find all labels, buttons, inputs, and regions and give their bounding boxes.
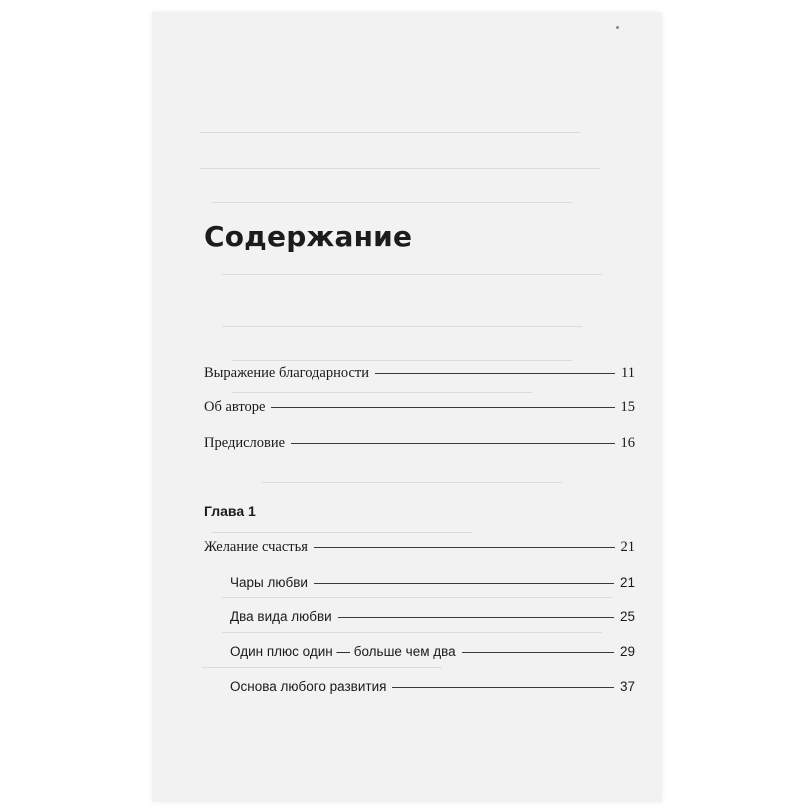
toc-subentry-label: Два вида любви (230, 609, 332, 624)
toc-subentry-page: 37 (619, 679, 635, 694)
toc-entry-page: 16 (620, 435, 635, 451)
toc-subentry-page: 25 (619, 609, 635, 624)
toc-leader (462, 652, 614, 653)
toc-entry (204, 399, 635, 419)
toc-subentry (230, 575, 635, 595)
book-page (152, 12, 662, 802)
toc-leader (314, 583, 614, 584)
toc-leader (291, 443, 614, 444)
toc-leader (271, 407, 614, 408)
toc-subentry-label: Один плюс один — больше чем два (230, 644, 456, 659)
page-speck (616, 26, 619, 29)
toc-subentry (230, 644, 635, 664)
toc-leader (392, 687, 614, 688)
toc-subentry-label: Основа любого развития (230, 679, 387, 694)
toc-entry (204, 435, 635, 455)
toc-entry-page: 21 (620, 539, 635, 555)
toc-entry-label: Об авторе (204, 399, 266, 415)
toc-leader (375, 373, 615, 374)
toc-entry-label: Желание счастья (204, 539, 308, 555)
toc-subentry-page: 21 (619, 575, 635, 590)
toc-leader (338, 617, 614, 618)
toc-leader (314, 547, 615, 548)
toc-subentry-label: Чары любви (230, 575, 308, 590)
toc-subentry (230, 609, 635, 629)
toc-entry (204, 365, 635, 385)
toc-entry (204, 539, 635, 559)
chapter-heading: Глава 1 (204, 503, 256, 519)
toc-entry-page: 11 (621, 365, 635, 381)
toc-entry-label: Предисловие (204, 435, 286, 451)
toc-subentry-page: 29 (619, 644, 635, 659)
toc-entry-label: Выражение благодарности (204, 365, 370, 381)
toc-title: Содержание (204, 220, 413, 253)
toc-subentry (230, 679, 635, 699)
toc-entry-page: 15 (620, 399, 635, 415)
